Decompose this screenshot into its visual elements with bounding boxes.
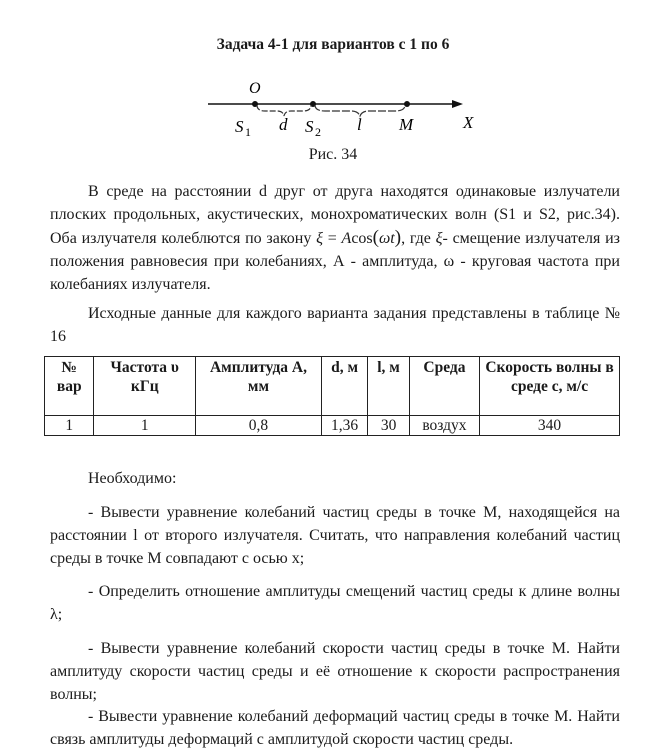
required-heading: Необходимо: <box>88 470 177 487</box>
label-s2-main: S <box>305 117 314 136</box>
label-s2 <box>305 117 321 139</box>
label-l: l <box>357 115 362 134</box>
header-d: d, м <box>321 357 368 416</box>
origin-label: O <box>249 80 261 97</box>
intro-text-end: - смещение излучателя из положения равновесия при колебаниях, А - амплитуда, ω - круговая частота при колебаниях излучателя. <box>50 230 620 293</box>
formula-amp: A <box>341 230 352 247</box>
header-l: l, м <box>368 357 409 416</box>
cell-variant: 1 <box>45 416 94 436</box>
formula-lhs: ξ <box>316 230 323 247</box>
cell-amplitude: 0,8 <box>196 416 322 436</box>
figure-caption: Рис. 34 <box>308 146 358 163</box>
intro-text-mid: , где <box>401 230 436 247</box>
cell-l: 30 <box>368 416 409 436</box>
xi-symbol: ξ <box>435 230 443 247</box>
header-variant: № вар <box>45 357 94 416</box>
header-frequency: Частота υ кГц <box>94 357 196 416</box>
formula-paren-open: ( <box>372 227 379 248</box>
header-speed: Скорость волны в среде с, м/с <box>480 357 620 416</box>
label-s2-sub: 2 <box>315 125 321 139</box>
label-m: M <box>399 115 414 134</box>
intro-paragraph <box>50 180 620 296</box>
task-item-1: - Вывести уравнение колебаний частиц среды в точке М, находящейся на расстоянии l от второго излучателя. Считать, что направления колебаний частиц среды в точке М совпадают с осью x; <box>50 504 620 567</box>
formula-func: cos <box>351 230 373 247</box>
header-amplitude: Амплитуда А, мм <box>196 357 322 416</box>
task-item-3: - Вывести уравнение колебаний скорости частиц среды в точке М. Найти амплитуду скорости частиц среды и её отношение к скорости распространения волны; <box>50 640 620 703</box>
label-s1-main: S <box>235 117 244 136</box>
cell-medium: воздух <box>409 416 479 436</box>
x-axis-arrow-icon <box>452 100 463 108</box>
task-item-4: - Вывести уравнение колебаний деформаций частиц среды в точке М. Найти связь амплитуды деформаций с амплитудой скорости частиц среды. <box>50 708 620 748</box>
data-table <box>44 356 620 436</box>
formula-paren-close: ) <box>394 227 402 248</box>
label-s1 <box>235 117 251 139</box>
label-x: X <box>463 113 474 132</box>
task-item-2: - Определить отношение амплитуды смещений частиц среды к длине волны λ; <box>50 583 620 623</box>
cell-speed: 340 <box>480 416 620 436</box>
table-header-row <box>45 357 620 416</box>
header-medium: Среда <box>409 357 479 416</box>
label-s1-sub: 1 <box>245 125 251 139</box>
source-data-paragraph: Исходные данные для каждого варианта задания представлены в таблице № 16 <box>50 305 620 345</box>
label-d: d <box>279 115 288 134</box>
formula <box>316 227 402 248</box>
table-row <box>45 416 620 436</box>
cell-frequency: 1 <box>94 416 196 436</box>
formula-eq: = <box>322 230 342 247</box>
cell-d: 1,36 <box>321 416 368 436</box>
intro-text-start: В среде на расстоянии d друг от друга находятся одинаковые излучатели плоских продольных, акустических, монохроматических волн (S1 и S2, рис.34). Оба излучателя колеблются по закону <box>50 183 620 247</box>
formula-arg: ωt <box>378 230 395 247</box>
point-m-dot <box>404 101 410 107</box>
task-title: Задача 4-1 для вариантов с 1 по 6 <box>216 36 450 53</box>
